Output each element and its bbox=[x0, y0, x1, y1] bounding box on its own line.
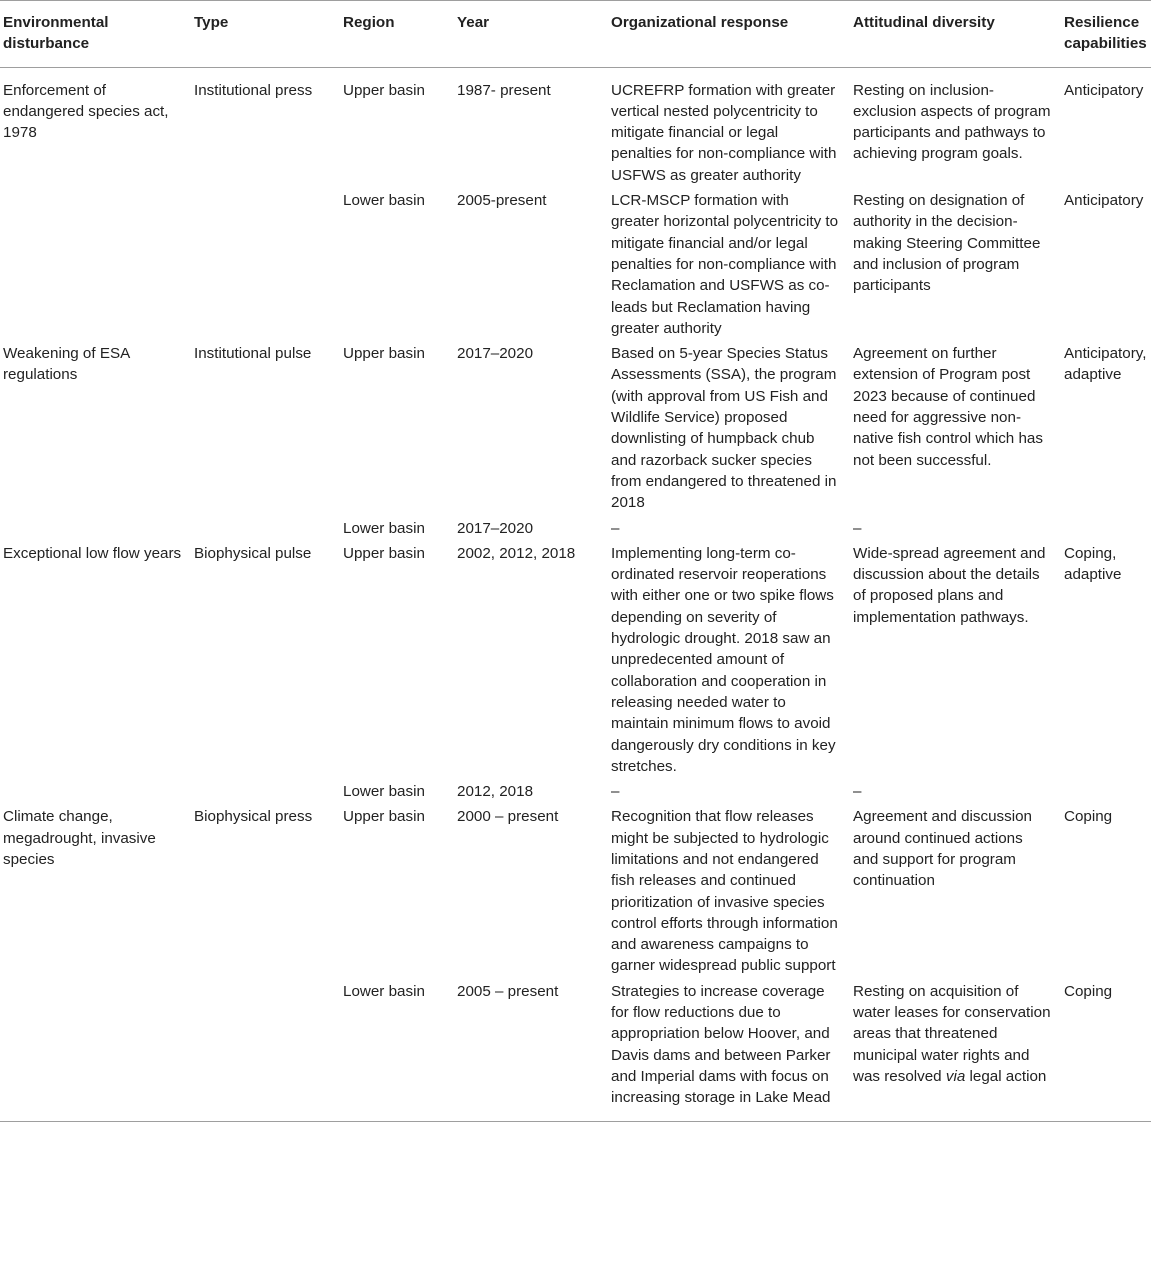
cell-year: 1987- present bbox=[457, 81, 551, 99]
cell-year: 2002, 2012, 2018 bbox=[457, 544, 576, 562]
header-resilience: Resilience capabilities bbox=[1061, 1, 1151, 68]
cell-attitude: Wide-spread agreement and discussion about the details of proposed plans and implementation pathways. bbox=[853, 544, 1046, 626]
cell-response: Based on 5-year Species Status Assessments (SSA), the program (with approval from US Fish and Wildlife Service) proposed downlisting of humpback chub and razorback sucker species from endangered to threatened in 2018 bbox=[611, 345, 837, 512]
cell-response: Strategies to increase coverage for flow reductions due to appropriation below Hoover, and Davis dams and between Parker and Imperial dams with focus on increasing storage in Lake Mead bbox=[608, 981, 850, 1121]
cell-region: Upper basin bbox=[343, 544, 425, 562]
cell-disturbance bbox=[0, 781, 191, 806]
header-region: Region bbox=[340, 1, 454, 68]
cell-type: Biophysical pulse bbox=[194, 544, 312, 562]
cell-response: LCR-MSCP formation with greater horizontal polycentricity to mitigate financial and/or legal penalties for non-compliance with Reclamation and USFWS as co-leads but Reclamation having greater authority bbox=[611, 192, 839, 337]
cell-resilience bbox=[1061, 781, 1151, 806]
cell-attitude: Resting on designation of authority in the decision-making Steering Committee and inclusion of program participants bbox=[853, 192, 1041, 295]
table-row bbox=[0, 518, 1151, 543]
cell-response: UCREFRP formation with greater vertical nested polycentricity to mitigate financial or legal penalties for non-compliance with USFWS as greater authority bbox=[611, 81, 837, 184]
attitude-text-post: legal action bbox=[965, 1067, 1047, 1085]
header-year: Year bbox=[454, 1, 608, 68]
header-response: Organizational response bbox=[608, 1, 850, 68]
cell-type bbox=[191, 518, 340, 543]
cell-year: 2005 – present bbox=[454, 981, 608, 1121]
cell-region: Upper basin bbox=[343, 808, 425, 826]
cell-attitude: – bbox=[853, 519, 862, 537]
cell-attitude: Agreement on further extension of Program post 2023 because of continued need for aggressive non-native fish control which has not been successful. bbox=[853, 345, 1043, 469]
cell-resilience bbox=[1061, 518, 1151, 543]
cell-region: Lower basin bbox=[343, 192, 425, 210]
cell-disturbance: Climate change, megadrought, invasive species bbox=[3, 808, 156, 868]
cell-disturbance: Enforcement of endangered species act, 1978 bbox=[3, 81, 169, 142]
cell-year: 2017–2020 bbox=[457, 345, 534, 363]
cell-attitude: – bbox=[853, 783, 862, 801]
cell-region: Upper basin bbox=[343, 345, 425, 363]
cell-region: Upper basin bbox=[343, 81, 425, 99]
cell-resilience: Coping bbox=[1061, 981, 1151, 1121]
cell-response: – bbox=[611, 783, 620, 801]
cell-type bbox=[191, 190, 340, 343]
header-disturbance: Environmental disturbance bbox=[0, 1, 191, 68]
cell-region: Lower basin bbox=[343, 783, 425, 801]
cell-resilience: Coping, adaptive bbox=[1064, 544, 1122, 584]
cell-type: Biophysical press bbox=[194, 808, 313, 826]
cell-region: Lower basin bbox=[340, 981, 454, 1121]
cell-resilience: Coping bbox=[1064, 808, 1113, 826]
cell-disturbance bbox=[0, 981, 191, 1121]
attitude-text-pre: Resting on acquisition of water leases for conservation areas that threatened municipal water rights and was resolved bbox=[853, 982, 1051, 1085]
cell-disturbance: Exceptional low flow years bbox=[3, 544, 182, 562]
cell-year: 2017–2020 bbox=[457, 519, 534, 537]
cell-resilience: Anticipatory bbox=[1064, 192, 1144, 210]
cell-year: 2005-present bbox=[457, 192, 547, 210]
cell-disturbance bbox=[0, 190, 191, 343]
cell-year: 2000 – present bbox=[457, 808, 559, 826]
cell-disturbance: Weakening of ESA regulations bbox=[3, 345, 130, 384]
table-header bbox=[0, 1, 1151, 68]
cell-year: 2012, 2018 bbox=[457, 783, 534, 801]
table-row bbox=[0, 67, 1151, 190]
cell-type: Institutional pulse bbox=[194, 345, 312, 363]
table-row bbox=[0, 543, 1151, 781]
table-row bbox=[0, 343, 1151, 517]
cell-type bbox=[191, 781, 340, 806]
header-row bbox=[0, 1, 1151, 68]
cell-type: Institutional press bbox=[194, 81, 313, 99]
header-attitude: Attitudinal diversity bbox=[850, 1, 1061, 68]
table-row bbox=[0, 981, 1151, 1121]
cell-resilience: Anticipatory, adaptive bbox=[1064, 345, 1147, 384]
cell-attitude: Resting on inclusion-exclusion aspects of program participants and pathways to achieving program goals. bbox=[853, 81, 1051, 163]
table-row bbox=[0, 190, 1151, 343]
cell-attitude bbox=[850, 981, 1061, 1121]
cell-response: Recognition that flow releases might be subjected to hydrologic limitations and not endangered fish releases and continued prioritization of invasive species control efforts through information and awareness campaigns to garner widespread public support bbox=[611, 808, 838, 975]
cell-disturbance bbox=[0, 518, 191, 543]
cell-type bbox=[191, 981, 340, 1121]
table-body bbox=[0, 67, 1151, 1121]
cell-attitude: Agreement and discussion around continued actions and support for program continuation bbox=[853, 808, 1032, 890]
cell-response: Implementing long-term co-ordinated reservoir reoperations with either one or two spike flows depending on severity of hydrologic drought. 2018 saw an unpredecented amount of collaboration and cooperation in releasing needed water to maintain minimum flows to avoid dangerously dry conditions in key stretches. bbox=[611, 544, 836, 775]
cell-response: – bbox=[611, 519, 620, 537]
attitude-text-italic: via bbox=[945, 1067, 966, 1085]
table-row bbox=[0, 806, 1151, 980]
cell-resilience: Anticipatory bbox=[1064, 81, 1144, 99]
header-type: Type bbox=[191, 1, 340, 68]
table-row bbox=[0, 781, 1151, 806]
cell-region: Lower basin bbox=[343, 519, 425, 537]
